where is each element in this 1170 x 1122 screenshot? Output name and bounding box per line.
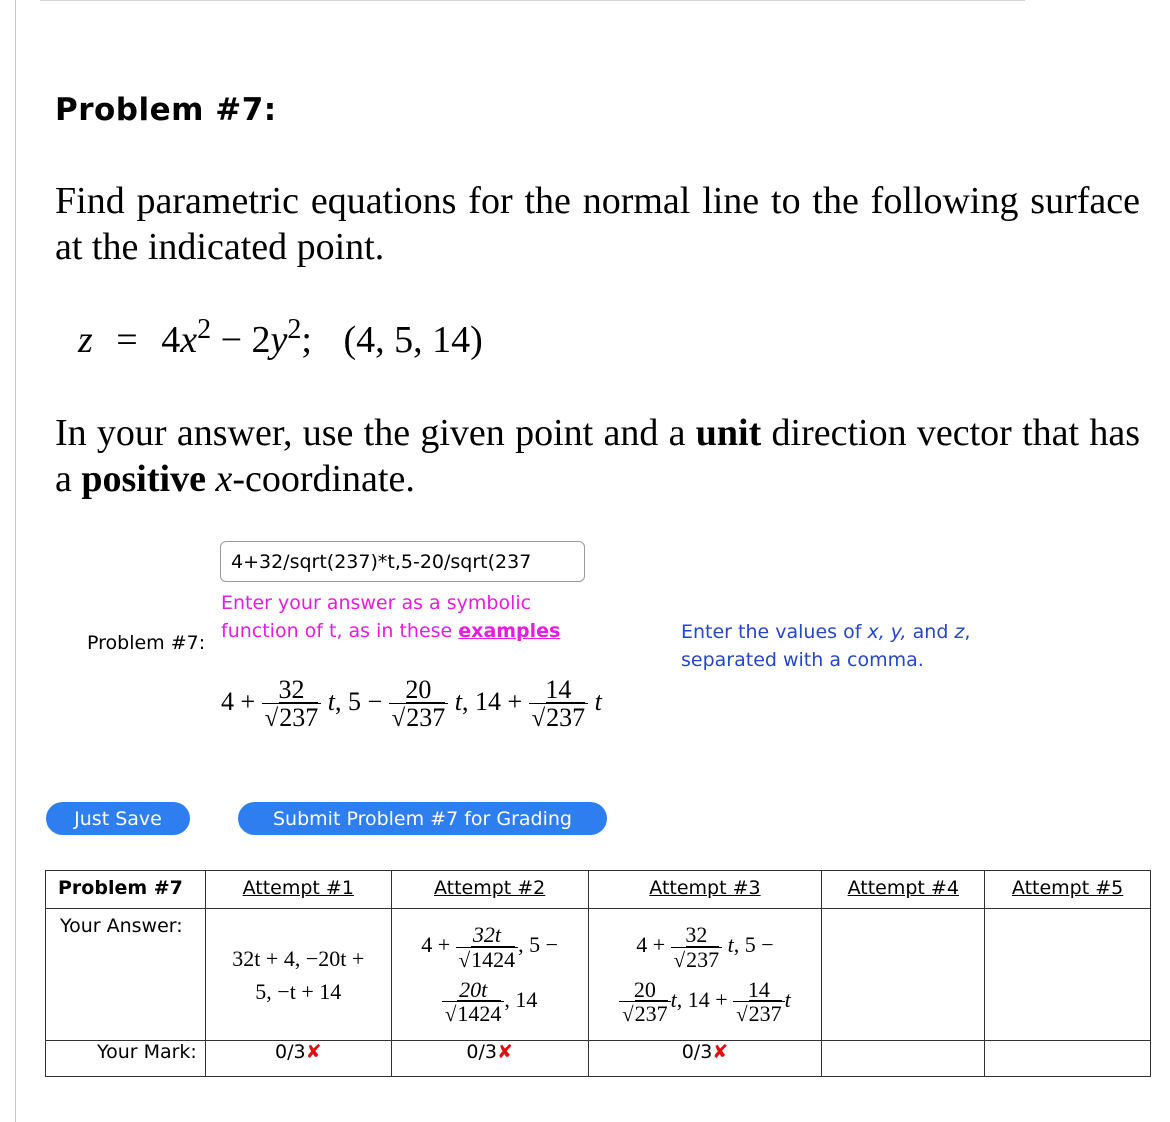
- your-answer-label: Your Answer:: [60, 915, 183, 937]
- a3-num-3: 14: [747, 976, 770, 1002]
- a2-num-1: 32t: [472, 922, 501, 948]
- attempt-3-mark: [588, 1041, 822, 1077]
- preview-num-3: 14: [545, 675, 572, 704]
- eq-lhs: z: [78, 319, 93, 361]
- preview-frac-3: [529, 676, 589, 732]
- your-mark-label: Your Mark:: [46, 1041, 206, 1077]
- attempt-link-2[interactable]: Attempt #2: [433, 877, 546, 899]
- attempt-2-answer: [391, 909, 588, 1041]
- problem-heading: Problem #7:: [55, 92, 277, 128]
- a3-const: 4 +: [636, 932, 671, 958]
- eq-y: y: [270, 319, 288, 361]
- a3-var-3: t: [784, 986, 791, 1012]
- sqrt-icon: √: [391, 705, 406, 733]
- eq-x: x: [180, 319, 198, 361]
- instr-bold-unit: unit: [695, 412, 762, 454]
- preview-const-1: 4 +: [221, 687, 262, 717]
- a2-frac-2: [442, 978, 504, 1026]
- instr-var-x: x: [215, 458, 233, 500]
- a2-sep-2: , 14: [504, 986, 538, 1012]
- attempt-5-mark: [985, 1041, 1151, 1077]
- attempt-5-answer: [985, 909, 1151, 1041]
- hint-text: Enter your answer as a symbolic function of t, as in these: [221, 592, 532, 642]
- sqrt-icon: √: [444, 1001, 457, 1026]
- attempt-1-mark: [205, 1041, 391, 1077]
- mark-value: 0/3: [275, 1041, 306, 1063]
- attempt-link-5[interactable]: Attempt #5: [1011, 877, 1124, 899]
- sqrt-icon: √: [531, 705, 546, 733]
- note-part2: and: [906, 621, 955, 643]
- answer-hint: [221, 589, 591, 645]
- attempt-4-answer: [822, 909, 985, 1041]
- preview-var-3: t: [594, 687, 602, 717]
- a3-sep-1: , 5 −: [733, 932, 774, 958]
- attempt-header-4: [822, 871, 985, 909]
- attempt-1-line-2: 5, −t + 14: [255, 978, 342, 1004]
- answer-note: [681, 618, 1041, 674]
- attempt-link-4[interactable]: Attempt #4: [847, 877, 959, 899]
- eq-sign: =: [116, 319, 138, 361]
- preview-frac-2: [389, 676, 449, 732]
- preview-sep-1: , 5 −: [334, 687, 389, 717]
- answers-row: [46, 909, 1151, 1041]
- top-divider: [40, 0, 1025, 1]
- mark-value: 0/3: [466, 1041, 497, 1063]
- a3-num-1: 32: [685, 922, 708, 948]
- eq-semicolon: ;: [301, 319, 312, 361]
- note-z: z: [954, 621, 965, 643]
- a2-frac-1: [456, 923, 518, 971]
- a3-den-2: 237: [634, 1000, 668, 1026]
- answer-input[interactable]: [220, 541, 585, 582]
- attempt-3-answer: [588, 909, 822, 1041]
- eq-coef: 4: [161, 319, 181, 361]
- sqrt-icon: √: [264, 705, 279, 733]
- attempts-header-row: [46, 871, 1151, 909]
- problem-instruction: [55, 410, 1140, 502]
- attempts-table: [45, 870, 1151, 1077]
- attempt-link-3[interactable]: Attempt #3: [649, 877, 761, 899]
- a2-den-1: 1424: [471, 946, 516, 972]
- a2-const: 4 +: [421, 932, 456, 958]
- a3-den-1: 237: [686, 946, 720, 972]
- preview-var-1: t: [327, 687, 335, 717]
- eq-point: (4, 5, 14): [343, 319, 483, 361]
- sqrt-icon: √: [736, 1001, 748, 1026]
- a3-frac-1: [671, 923, 722, 971]
- preview-num-1: 32: [278, 675, 305, 704]
- left-border: [15, 0, 16, 1122]
- examples-link[interactable]: examples: [458, 620, 561, 642]
- preview-frac-1: [262, 676, 322, 732]
- instr-bold-positive: positive: [81, 458, 206, 500]
- attempt-4-mark: [822, 1041, 985, 1077]
- x-mark-icon: ✘: [305, 1041, 322, 1063]
- note-vars: x, y,: [867, 621, 907, 643]
- sqrt-icon: √: [673, 947, 686, 972]
- instr-part1: In your answer, use the given point and a: [55, 412, 696, 454]
- a3-sep-2: , 14 +: [676, 986, 734, 1012]
- instr-part2: direction vector that has a: [55, 412, 1141, 500]
- x-mark-icon: ✘: [712, 1041, 729, 1063]
- a2-sep-1: , 5 −: [518, 932, 559, 958]
- answers-row-label-cell: [46, 909, 206, 1041]
- preview-sep-2: , 14 +: [461, 687, 529, 717]
- a3-var-1: t: [727, 932, 734, 958]
- attempt-2-mark: [391, 1041, 588, 1077]
- attempt-header-2: [391, 871, 588, 909]
- eq-exp-y: 2: [287, 314, 302, 345]
- preview-var-2: t: [454, 687, 462, 717]
- sqrt-icon: √: [458, 947, 471, 972]
- attempt-header-1: [205, 871, 391, 909]
- eq-exp-x: 2: [197, 314, 212, 345]
- attempt-1-line-1: 32t + 4, −20t +: [232, 945, 365, 971]
- table-corner-label: Problem #7: [46, 871, 206, 909]
- a3-den-3: 237: [748, 1000, 782, 1026]
- eq-minus: − 2: [211, 319, 271, 361]
- a3-frac-2: [619, 978, 670, 1026]
- preview-den-3: 237: [546, 703, 586, 733]
- attempt-link-1[interactable]: Attempt #1: [242, 877, 354, 899]
- a2-den-2: 1424: [457, 1000, 502, 1026]
- a3-var-2: t: [670, 986, 677, 1012]
- problem-statement: Find parametric equations for the normal line to the following surface at the indicated point.: [55, 180, 1140, 268]
- preview-num-2: 20: [405, 675, 432, 704]
- a3-num-2: 20: [633, 976, 656, 1002]
- note-part3: , separated with a comma.: [681, 621, 971, 671]
- preview-den-1: 237: [279, 703, 319, 733]
- answer-problem-label: Problem #7:: [87, 632, 206, 654]
- preview-den-2: 237: [406, 703, 446, 733]
- attempt-header-5: [985, 871, 1151, 909]
- note-part1: Enter the values of: [681, 621, 868, 643]
- mark-value: 0/3: [681, 1041, 713, 1063]
- surface-equation: [78, 314, 483, 362]
- marks-row: [46, 1041, 1151, 1077]
- instr-part3: -coordinate.: [232, 458, 415, 500]
- a2-num-2: 20t: [459, 976, 488, 1002]
- attempt-1-answer: [205, 909, 391, 1041]
- a3-frac-3: [733, 978, 784, 1026]
- sqrt-icon: √: [622, 1001, 634, 1026]
- submit-button[interactable]: Submit Problem #7 for Grading: [238, 802, 607, 835]
- attempt-header-3: [588, 871, 822, 909]
- answer-preview: [221, 676, 602, 732]
- x-mark-icon: ✘: [496, 1041, 513, 1063]
- just-save-button[interactable]: Just Save: [46, 802, 190, 835]
